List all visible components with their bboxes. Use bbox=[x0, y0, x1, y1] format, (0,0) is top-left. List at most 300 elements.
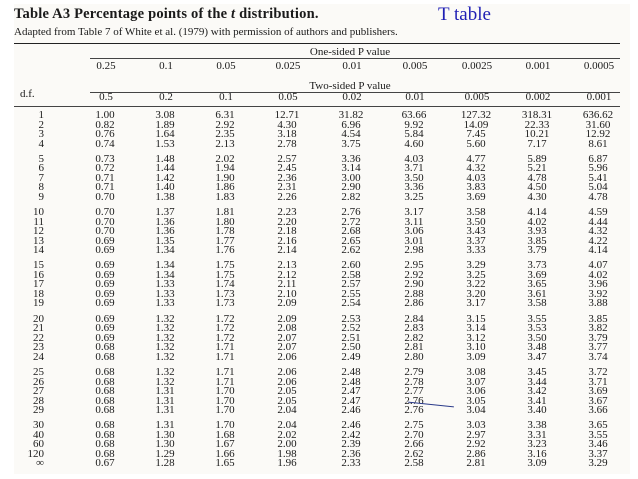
df-cell: 12 bbox=[33, 225, 44, 238]
table-cell: 2.46 bbox=[341, 419, 361, 432]
table-cell: 2.53 bbox=[341, 312, 361, 325]
table-cell: 3.75 bbox=[341, 137, 361, 150]
table-cell: 1.30 bbox=[155, 428, 175, 441]
one-sided-p-header: 0.0005 bbox=[583, 60, 615, 72]
table-cell: 0.68 bbox=[95, 438, 115, 451]
table-cell: 0.69 bbox=[95, 259, 115, 272]
df-cell: 29 bbox=[33, 404, 44, 416]
table-cell: 3.11 bbox=[404, 215, 424, 228]
table-cell: 5.21 bbox=[527, 162, 547, 175]
table-cell: 3.71 bbox=[404, 162, 424, 175]
table-cell: 2.77 bbox=[404, 385, 424, 397]
table-cell: 3.93 bbox=[527, 225, 547, 238]
df-cell: 17 bbox=[33, 278, 44, 291]
table-cell: 1.32 bbox=[155, 312, 175, 325]
table-cell: 3.25 bbox=[466, 268, 486, 281]
table-cell: 2.36 bbox=[341, 447, 361, 460]
table-cell: 2.80 bbox=[404, 350, 424, 363]
source-note: Adapted from Table 7 of White et al. (1979) with permission of authors and publishers. bbox=[14, 26, 398, 38]
table-cell: 1.37 bbox=[155, 206, 175, 219]
table-cell: 3.88 bbox=[588, 297, 608, 310]
table-cell: 5.04 bbox=[588, 181, 608, 194]
df-cell: 24 bbox=[33, 350, 44, 363]
table-cell: 1.90 bbox=[215, 171, 235, 184]
table-cell: 2.79 bbox=[404, 366, 424, 378]
table-cell: 4.50 bbox=[527, 181, 547, 194]
table-cell: 3.72 bbox=[588, 366, 608, 378]
table-cell: 3.45 bbox=[527, 366, 547, 378]
table-cell: 1.83 bbox=[215, 190, 235, 203]
table-cell: 2.57 bbox=[341, 278, 361, 291]
table-cell: 3.79 bbox=[588, 331, 608, 344]
header-bottom-rule bbox=[14, 106, 620, 107]
table-cell: 0.68 bbox=[95, 385, 115, 397]
table-cell: 4.22 bbox=[588, 234, 608, 247]
table-cell: 2.66 bbox=[404, 438, 424, 451]
table-cell: 2.20 bbox=[277, 215, 297, 228]
table-cell: 4.78 bbox=[588, 190, 608, 203]
table-cell: 1.32 bbox=[155, 331, 175, 344]
table-cell: 1.75 bbox=[215, 268, 235, 281]
table-cell: 1.71 bbox=[215, 375, 235, 388]
df-cell: 11 bbox=[33, 215, 44, 228]
table-cell: 2.05 bbox=[277, 385, 297, 397]
table-cell: 0.73 bbox=[95, 152, 115, 165]
table-cell: 3.31 bbox=[527, 428, 547, 441]
one-sided-p-header: 0.025 bbox=[275, 60, 301, 72]
table-cell: 0.70 bbox=[95, 215, 115, 228]
table-cell: 3.71 bbox=[588, 375, 608, 388]
table-cell: 1.80 bbox=[215, 215, 235, 228]
table-cell: 3.67 bbox=[588, 394, 608, 407]
table-cell: 3.69 bbox=[588, 385, 608, 397]
df-cell: 13 bbox=[33, 234, 44, 247]
df-cell: 26 bbox=[33, 375, 44, 388]
caption-title-b: distribution. bbox=[235, 6, 319, 22]
table-cell: 5.89 bbox=[527, 152, 547, 165]
table-cell: 1.48 bbox=[155, 152, 175, 165]
caption-title-a: Percentage points of the bbox=[74, 6, 232, 22]
table-cell: 2.70 bbox=[404, 428, 424, 441]
df-cell: 120 bbox=[27, 447, 44, 460]
table-cell: 0.70 bbox=[95, 190, 115, 203]
one-sided-p-header: 0.0025 bbox=[461, 60, 493, 72]
table-cell: 1.70 bbox=[215, 419, 235, 432]
df-cell: 23 bbox=[33, 341, 44, 354]
table-cell: 2.81 bbox=[466, 457, 486, 470]
table-cell: 3.47 bbox=[527, 350, 547, 363]
table-cell: 2.55 bbox=[341, 287, 361, 300]
table-cell: 127.32 bbox=[460, 109, 492, 121]
table-cell: 1.81 bbox=[215, 206, 235, 219]
table-cell: 3.15 bbox=[466, 312, 486, 325]
table-cell: 2.48 bbox=[341, 375, 361, 388]
df-cell: 25 bbox=[33, 366, 44, 378]
table-cell: 3.55 bbox=[588, 428, 608, 441]
table-cell: 1.78 bbox=[215, 225, 235, 238]
table-cell: 4.59 bbox=[588, 206, 608, 219]
table-cell: 1.75 bbox=[215, 259, 235, 272]
table-cell: 1.74 bbox=[215, 278, 235, 291]
table-cell: 2.81 bbox=[404, 341, 424, 354]
table-cell: 0.68 bbox=[95, 341, 115, 354]
table-cell: 2.39 bbox=[341, 438, 361, 451]
df-cell: 1 bbox=[38, 109, 44, 121]
table-cell: 2.50 bbox=[341, 341, 361, 354]
table-cell: 1.36 bbox=[155, 225, 175, 238]
table-cell: 2.11 bbox=[277, 278, 297, 291]
table-cell: 2.47 bbox=[341, 394, 361, 407]
table-cell: 1.31 bbox=[155, 419, 175, 432]
table-cell: 0.69 bbox=[95, 297, 115, 310]
table-cell: 2.08 bbox=[277, 322, 297, 335]
df-cell: ∞ bbox=[36, 457, 44, 470]
table-cell: 3.03 bbox=[466, 419, 486, 432]
table-cell: 0.68 bbox=[95, 350, 115, 363]
table-cell: 31.82 bbox=[338, 109, 364, 121]
table-cell: 3.48 bbox=[527, 341, 547, 354]
table-cell: 3.17 bbox=[466, 297, 486, 310]
table-cell: 2.82 bbox=[341, 190, 361, 203]
table-cell: 2.78 bbox=[277, 137, 297, 150]
table-cell: 3.14 bbox=[466, 322, 486, 335]
top-rule bbox=[14, 43, 620, 44]
table-cell: 2.88 bbox=[404, 287, 424, 300]
table-cell: 7.45 bbox=[466, 128, 486, 140]
df-cell: 16 bbox=[33, 268, 44, 281]
table-cell: 2.76 bbox=[404, 394, 424, 407]
table-cell: 1.73 bbox=[215, 287, 235, 300]
table-cell: 3.66 bbox=[588, 404, 608, 416]
table-cell: 2.65 bbox=[341, 234, 361, 247]
two-sided-p-header: 0.2 bbox=[159, 91, 173, 103]
table-cell: 4.32 bbox=[466, 162, 486, 175]
table-cell: 2.51 bbox=[341, 331, 361, 344]
df-cell: 21 bbox=[33, 322, 44, 335]
table-cell: 3.40 bbox=[527, 404, 547, 416]
table-cell: 4.30 bbox=[527, 190, 547, 203]
table-cell: 1.33 bbox=[155, 287, 175, 300]
table-cell: 2.97 bbox=[466, 428, 486, 441]
table-cell: 22.33 bbox=[524, 118, 550, 131]
table-cell: 3.69 bbox=[527, 268, 547, 281]
table-cell: 1.73 bbox=[215, 297, 235, 310]
table-cell: 2.14 bbox=[277, 244, 297, 257]
table-cell: 1.44 bbox=[155, 162, 175, 175]
table-cell: 3.07 bbox=[466, 375, 486, 388]
table-cell: 2.76 bbox=[341, 206, 361, 219]
table-cell: 5.84 bbox=[404, 128, 424, 140]
two-sided-p-header: 0.05 bbox=[278, 91, 298, 103]
table-cell: 1.29 bbox=[155, 447, 175, 460]
one-sided-p-header: 0.05 bbox=[216, 60, 236, 72]
table-cell: 0.68 bbox=[95, 394, 115, 407]
df-cell: 20 bbox=[33, 312, 44, 325]
caption-t: t bbox=[231, 6, 236, 22]
table-cell: 4.30 bbox=[277, 118, 297, 131]
table-cell: 4.44 bbox=[588, 215, 608, 228]
table-cell: 1.94 bbox=[215, 162, 235, 175]
table-cell: 2.13 bbox=[215, 137, 235, 150]
table-cell: 3.55 bbox=[527, 312, 547, 325]
table-cell: 2.02 bbox=[277, 428, 297, 441]
table-cell: 2.10 bbox=[277, 287, 297, 300]
table-cell: 3.06 bbox=[466, 385, 486, 397]
table-cell: 3.10 bbox=[466, 341, 486, 354]
table-cell: 3.61 bbox=[527, 287, 547, 300]
table-cell: 3.29 bbox=[588, 457, 608, 470]
table-cell: 2.12 bbox=[277, 268, 297, 281]
table-cell: 2.36 bbox=[277, 171, 297, 184]
table-cell: 0.68 bbox=[95, 375, 115, 388]
table-cell: 1.65 bbox=[215, 457, 235, 470]
table-cell: 2.16 bbox=[277, 234, 297, 247]
table-cell: 1.71 bbox=[215, 341, 235, 354]
table-cell: 2.62 bbox=[404, 447, 424, 460]
table-cell: 6.31 bbox=[215, 109, 235, 121]
table-cell: 4.14 bbox=[588, 244, 608, 257]
table-cell: 3.04 bbox=[466, 404, 486, 416]
table-cell: 2.58 bbox=[341, 268, 361, 281]
table-cell: 3.08 bbox=[155, 109, 175, 121]
table-cell: 3.74 bbox=[588, 350, 608, 363]
table-cell: 4.54 bbox=[341, 128, 361, 140]
table-cell: 0.70 bbox=[95, 206, 115, 219]
df-cell: 22 bbox=[33, 331, 44, 344]
table-cell: 4.32 bbox=[588, 225, 608, 238]
df-cell: 9 bbox=[38, 190, 44, 203]
table-cell: 2.49 bbox=[341, 350, 361, 363]
table-cell: 4.02 bbox=[527, 215, 547, 228]
table-cell: 1.42 bbox=[155, 171, 175, 184]
table-cell: 2.75 bbox=[404, 419, 424, 432]
two-sided-p-header: 0.02 bbox=[342, 91, 362, 103]
table-cell: 12.71 bbox=[274, 109, 300, 121]
table-cell: 1.86 bbox=[215, 181, 235, 194]
table-cell: 2.92 bbox=[466, 438, 486, 451]
table-cell: 2.35 bbox=[215, 128, 235, 140]
two-sided-p-header: 0.01 bbox=[405, 91, 425, 103]
slide-title: T table bbox=[438, 4, 491, 25]
table-cell: 1.89 bbox=[155, 118, 175, 131]
df-cell: 10 bbox=[33, 206, 44, 219]
table-cell: 1.72 bbox=[215, 322, 235, 335]
table-cell: 2.13 bbox=[277, 259, 297, 272]
table-cell: 0.69 bbox=[95, 234, 115, 247]
table-cell: 2.72 bbox=[341, 215, 361, 228]
df-cell: 30 bbox=[33, 419, 44, 432]
table-cell: 3.38 bbox=[527, 419, 547, 432]
table-cell: 3.50 bbox=[527, 331, 547, 344]
table-cell: 2.95 bbox=[404, 259, 424, 272]
table-cell: 2.31 bbox=[277, 181, 297, 194]
table-cell: 2.86 bbox=[404, 297, 424, 310]
df-cell: 7 bbox=[38, 171, 44, 184]
table-cell: 1.77 bbox=[215, 234, 235, 247]
table-cell: 3.43 bbox=[466, 225, 486, 238]
table-cell: 3.92 bbox=[588, 287, 608, 300]
table-cell: 3.65 bbox=[527, 278, 547, 291]
table-cell: 1.72 bbox=[215, 312, 235, 325]
table-cell: 4.77 bbox=[466, 152, 486, 165]
table-cell: 3.58 bbox=[466, 206, 486, 219]
table-cell: 3.23 bbox=[527, 438, 547, 451]
table-cell: 2.09 bbox=[277, 297, 297, 310]
table-cell: 1.32 bbox=[155, 322, 175, 335]
table-cell: 2.07 bbox=[277, 331, 297, 344]
table-cell: 8.61 bbox=[588, 137, 608, 150]
table-cell: 3.36 bbox=[341, 152, 361, 165]
table-cell: 4.60 bbox=[404, 137, 424, 150]
table-cell: 1.68 bbox=[215, 428, 235, 441]
table-cell: 2.92 bbox=[215, 118, 235, 131]
df-cell: 19 bbox=[33, 297, 44, 310]
table-cell: 3.85 bbox=[588, 312, 608, 325]
table-cell: 1.98 bbox=[277, 447, 297, 460]
table-cell: 2.78 bbox=[404, 375, 424, 388]
table-cell: 3.65 bbox=[588, 419, 608, 432]
one-sided-p-header: 0.25 bbox=[96, 60, 116, 72]
table-cell: 2.06 bbox=[277, 350, 297, 363]
table-cell: 2.82 bbox=[404, 331, 424, 344]
table-cell: 1.71 bbox=[215, 366, 235, 378]
df-cell: 14 bbox=[33, 244, 44, 257]
table-cell: 1.66 bbox=[215, 447, 235, 460]
table-cell: 0.72 bbox=[95, 162, 115, 175]
df-header: d.f. bbox=[20, 88, 35, 100]
two-sided-p-header: 0.1 bbox=[219, 91, 233, 103]
table-cell: 3.58 bbox=[527, 297, 547, 310]
table-cell: 3.41 bbox=[527, 394, 547, 407]
table-cell: 0.71 bbox=[95, 181, 115, 194]
one-sided-rule bbox=[90, 58, 620, 59]
table-cell: 1.72 bbox=[215, 331, 235, 344]
table-cell: 3.44 bbox=[527, 375, 547, 388]
table-cell: 5.41 bbox=[588, 171, 608, 184]
table-cell: 1.70 bbox=[215, 385, 235, 397]
one-sided-p-header: 0.1 bbox=[159, 60, 173, 72]
table-cell: 2.52 bbox=[341, 322, 361, 335]
table-cell: 1.67 bbox=[215, 438, 235, 451]
table-cell: 2.09 bbox=[277, 312, 297, 325]
table-cell: 4.14 bbox=[527, 206, 547, 219]
two-sided-label: Two-sided P value bbox=[309, 80, 391, 92]
table-cell: 0.69 bbox=[95, 322, 115, 335]
table-cell: 3.82 bbox=[588, 322, 608, 335]
table-cell: 2.04 bbox=[277, 404, 297, 416]
table-cell: 0.74 bbox=[95, 137, 115, 150]
df-cell: 6 bbox=[38, 162, 44, 175]
table-cell: 10.21 bbox=[524, 128, 550, 140]
table-cell: 0.82 bbox=[95, 118, 115, 131]
table-cell: 3.17 bbox=[404, 206, 424, 219]
table-caption bbox=[14, 6, 319, 23]
table-cell: 3.50 bbox=[404, 171, 424, 184]
two-sided-p-header: 0.001 bbox=[586, 91, 612, 103]
table-cell: 1.31 bbox=[155, 404, 175, 416]
table-cell: 14.09 bbox=[463, 118, 489, 131]
table-cell: 3.01 bbox=[404, 234, 424, 247]
table-cell: 0.69 bbox=[95, 312, 115, 325]
table-cell: 1.53 bbox=[155, 137, 175, 150]
table-cell: 1.33 bbox=[155, 278, 175, 291]
table-cell: 2.00 bbox=[277, 438, 297, 451]
table-cell: 2.06 bbox=[277, 366, 297, 378]
table-cell: 2.47 bbox=[341, 385, 361, 397]
table-cell: 3.83 bbox=[466, 181, 486, 194]
table-cell: 0.71 bbox=[95, 171, 115, 184]
table-cell: 1.34 bbox=[155, 268, 175, 281]
caption-prefix: Table A3 bbox=[14, 6, 71, 22]
df-cell: 40 bbox=[33, 428, 44, 441]
table-cell: 2.45 bbox=[277, 162, 297, 175]
table-cell: 2.48 bbox=[341, 366, 361, 378]
table-cell: 2.42 bbox=[341, 428, 361, 441]
table-cell: 4.03 bbox=[404, 152, 424, 165]
table-cell: 1.34 bbox=[155, 259, 175, 272]
one-sided-p-header: 0.001 bbox=[525, 60, 551, 72]
table-cell: 3.12 bbox=[466, 331, 486, 344]
table-cell: 2.07 bbox=[277, 341, 297, 354]
table-cell: 3.22 bbox=[466, 278, 486, 291]
table-cell: 636.62 bbox=[582, 109, 614, 121]
table-cell: 1.30 bbox=[155, 438, 175, 451]
table-cell: 2.68 bbox=[341, 225, 361, 238]
table-cell: 0.76 bbox=[95, 128, 115, 140]
table-cell: 3.42 bbox=[527, 385, 547, 397]
table-cell: 2.46 bbox=[341, 404, 361, 416]
table-cell: 2.90 bbox=[404, 278, 424, 291]
table-cell: 4.03 bbox=[466, 171, 486, 184]
table-cell: 3.85 bbox=[527, 234, 547, 247]
table-cell: 5.96 bbox=[588, 162, 608, 175]
table-cell: 1.64 bbox=[155, 128, 175, 140]
table-cell: 2.26 bbox=[277, 190, 297, 203]
table-cell: 1.31 bbox=[155, 385, 175, 397]
table-cell: 3.37 bbox=[588, 447, 608, 460]
table-cell: 3.25 bbox=[404, 190, 424, 203]
table-cell: 2.60 bbox=[341, 259, 361, 272]
table-cell: 3.33 bbox=[466, 244, 486, 257]
table-cell: 2.05 bbox=[277, 394, 297, 407]
two-sided-p-header: 0.002 bbox=[525, 91, 551, 103]
table-cell: 1.32 bbox=[155, 375, 175, 388]
table-cell: 0.68 bbox=[95, 366, 115, 378]
table-cell: 2.06 bbox=[277, 375, 297, 388]
df-cell: 60 bbox=[33, 438, 44, 451]
table-cell: 2.62 bbox=[341, 244, 361, 257]
table-cell: 3.37 bbox=[466, 234, 486, 247]
table-cell: 1.38 bbox=[155, 190, 175, 203]
table-cell: 2.92 bbox=[404, 268, 424, 281]
table-cell: 3.96 bbox=[588, 278, 608, 291]
table-cell: 9.92 bbox=[404, 118, 424, 131]
table-cell: 2.90 bbox=[341, 181, 361, 194]
df-cell: 15 bbox=[33, 259, 44, 272]
df-cell: 27 bbox=[33, 385, 44, 397]
table-cell: 0.69 bbox=[95, 244, 115, 257]
two-sided-p-header: 0.5 bbox=[99, 91, 113, 103]
table-cell: 3.29 bbox=[466, 259, 486, 272]
table-cell: 318.31 bbox=[521, 109, 553, 121]
table-cell: 3.20 bbox=[466, 287, 486, 300]
table-cell: 1.00 bbox=[95, 109, 115, 121]
table-cell: 1.33 bbox=[155, 297, 175, 310]
table-cell: 3.46 bbox=[588, 438, 608, 451]
two-sided-p-header: 0.005 bbox=[464, 91, 490, 103]
table-cell: 12.92 bbox=[585, 128, 611, 140]
table-cell: 2.84 bbox=[404, 312, 424, 325]
